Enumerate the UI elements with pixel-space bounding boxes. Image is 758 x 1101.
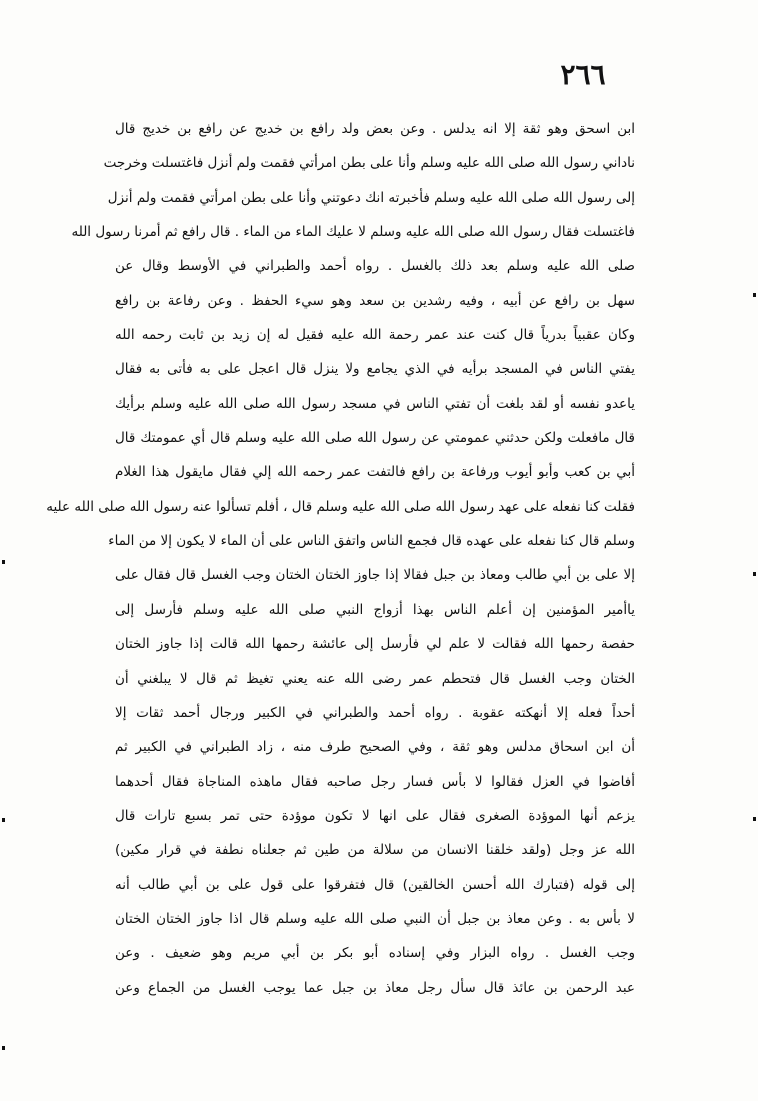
scan-edge-mark bbox=[753, 572, 756, 576]
text-line: أفاضوا في العزل فقالوا لا بأس فسار رجل صاحبه فقال ماهذه المناجاة فقال أحدهما bbox=[115, 773, 635, 790]
text-line: وكان عقبياً بدرياً قال كنت عند عمر رحمة الله عليه فقيل له إن زيد بن ثابت رحمه الله bbox=[115, 327, 635, 344]
text-line: ناداني رسول الله صلى الله عليه وسلم وأنا على بطن امرأتي فقمت ولم أنزل فاغتسلت وخرجت bbox=[103, 155, 635, 172]
text-line: وجب الغسل . رواه البزار وفي إسناده أبو بكر بن أبي مريم وهو ضعيف . وعن bbox=[115, 945, 635, 962]
text-line: عبد الرحمن بن عائذ قال سأل رجل معاذ بن جبل عما يوجب الغسل من الجماع وعن bbox=[115, 979, 635, 996]
text-line: إلى رسول الله صلى الله عليه وسلم فأخبرته انك دعوتني وأنا على بطن امرأتي فقمت ولم أنزل bbox=[107, 189, 635, 206]
text-line: قال مافعلت ولكن حدثني عمومتي عن رسول الله صلى الله عليه وسلم قال أي عمومتك قال bbox=[115, 430, 635, 447]
text-line: صلى الله عليه وسلم بعد ذلك بالغسل . رواه أحمد والطبراني في الأوسط وقال عن bbox=[115, 258, 635, 275]
text-line: حفصة رحمها الله فقالت لا علم لي فأرسل إلى عائشة رحمها الله قالت إذا جاوز الختان bbox=[115, 636, 635, 653]
text-line: الله عز وجل (ولقد خلقنا الانسان من سلالة من طين ثم جعلناه نطفة في قرار مكين) bbox=[115, 842, 635, 859]
text-line: إلى قوله (فتبارك الله أحسن الخالقين) قال فتفرقوا على قول على بن أبي طالب أنه bbox=[115, 876, 635, 893]
text-line: فقلت كنا نفعله على عهد رسول الله صلى الله عليه وسلم قال ، أفلم تسألوا عنه رسول الله صلى الله عليه bbox=[46, 498, 635, 515]
text-line: الختان وجب الغسل قال فتحطم عمر رضى الله عنه يعني تغيظ ثم قال لا يبلغني أن bbox=[115, 670, 635, 687]
text-line: وسلم قال كنا نفعله على عهده قال فجمع الناس واتفق الناس على أن الماء لا يكون إلا من الماء bbox=[108, 533, 635, 550]
text-line: ياعدو نفسه أو لقد بلغت أن تفتي الناس في مسجد رسول الله صلى الله عليه وسلم برأيك bbox=[115, 395, 635, 412]
text-line: فاغتسلت فقال رسول الله صلى الله عليه وسلم لا عليك الماء من الماء . قال رافع ثم أمرنا رسول الله bbox=[71, 224, 635, 241]
text-line: لا بأس به . وعن معاذ بن جبل أن النبي صلى الله عليه وسلم قال اذا جاوز الختان الختان bbox=[115, 910, 635, 927]
text-line: أحداً فعله إلا أنهكته عقوبة . رواه أحمد والطبراني في الكبير ورجال أحمد ثقات إلا bbox=[115, 704, 635, 721]
text-line: يفتي الناس في المسجد برأيه في الذي يجامع ولا ينزل قال اعجل على به فأتى به فقال bbox=[115, 361, 635, 378]
body-text bbox=[46, 112, 635, 1005]
text-line: يزعم أنها الموؤدة الصغرى فقال على انها لا تكون موؤدة حتى تمر بسبع تارات قال bbox=[115, 807, 635, 824]
text-line: ابن اسحق وهو ثقة إلا انه يدلس . وعن بعض ولد رافع بن خديج عن رافع بن خديج قال bbox=[115, 121, 635, 137]
scan-edge-mark bbox=[753, 817, 756, 821]
scan-edge-mark bbox=[753, 293, 756, 297]
page-number: ٢٦٦ bbox=[560, 58, 606, 91]
scan-edge-mark bbox=[2, 1046, 5, 1050]
text-line: ياأمير المؤمنين إن أعلم الناس بهذا أزواج النبي صلى الله عليه وسلم فأرسل إلى bbox=[115, 601, 635, 618]
text-line: أن ابن اسحاق مدلس وهو ثقة ، وفي الصحيح طرف منه ، زاد الطبراني في الكبير ثم bbox=[115, 739, 635, 756]
scan-edge-mark bbox=[2, 818, 5, 822]
scan-edge-mark bbox=[2, 560, 5, 564]
text-line: إلا على بن أبي طالب ومعاذ بن جبل فقالا إذا جاوز الختان الختان وجب الغسل قال فقال على bbox=[115, 567, 635, 584]
text-line: سهل بن رافع عن أبيه ، وفيه رشدين بن سعد وهو سيء الحفظ . وعن رفاعة بن رافع bbox=[115, 292, 635, 309]
text-line: أبي بن كعب وأبو أيوب ورفاعة بن رافع فالتفت عمر رحمه الله إلي فقال مايقول هذا الغلام bbox=[115, 464, 635, 481]
